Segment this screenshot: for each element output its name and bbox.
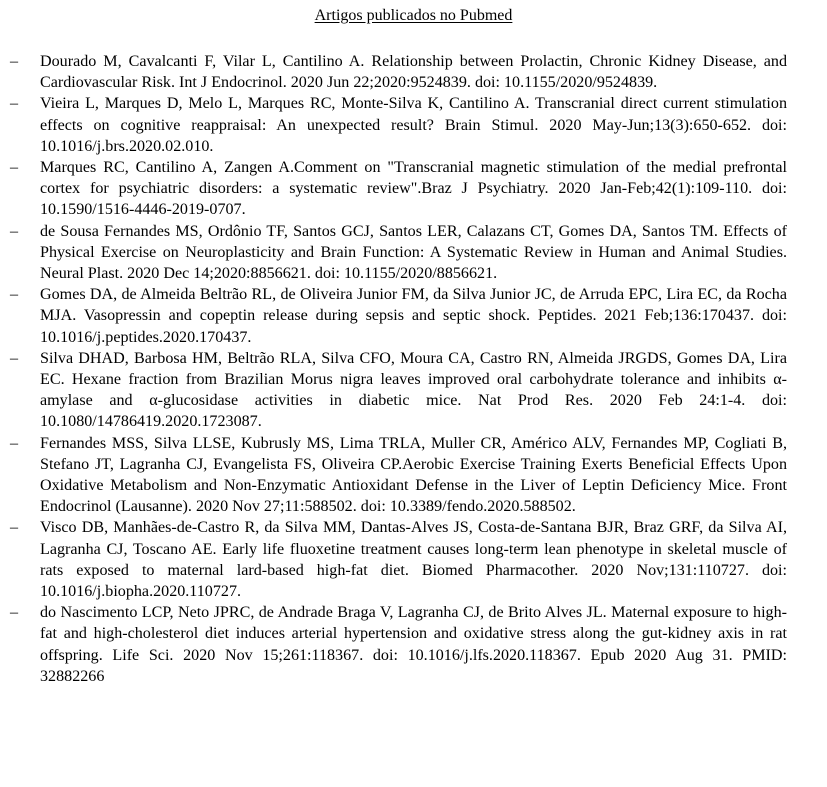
reference-item <box>0 348 827 433</box>
bullet-dash: – <box>10 519 19 537</box>
reference-text: Fernandes MSS, Silva LLSE, Kubrusly MS, Lima TRLA, Muller CR, Américo ALV, Fernandes MP, Cogliati B, Stefano JT, Lagranha CJ, Evangelista FS, Oliveira CP.Aerobic Exercise Training Exerts Beneficial Effects Upon Oxidative Metabolism and Non-Enzymatic Antioxidant Defense in the Liver of Leptin Deficiency Mice. Front Endocrinol (Lausanne). 2020 Nov 27;11:588502. doi: 10.3389/fendo.2020.588502. <box>40 434 787 516</box>
bullet-dash: – <box>10 286 19 304</box>
reference-text: Gomes DA, de Almeida Beltrão RL, de Oliveira Junior FM, da Silva Junior JC, de Arruda EPC, Lira EC, da Rocha MJA. Vasopressin and copeptin release during sepsis and septic shock. Peptides. 2021 Feb;136:170437. doi: 10.1016/j.peptides.2020.170437. <box>40 286 787 346</box>
bullet-dash: – <box>10 222 19 240</box>
reference-text: Silva DHAD, Barbosa HM, Beltrão RLA, Silva CFO, Moura CA, Castro RN, Almeida JRGDS, Gomes DA, Lira EC. Hexane fraction from Brazilian Morus nigra leaves improved oral carbohydrate tolerance and inhibits α-amylase and α-glucosidase activities in diabetic mice. Nat Prod Res. 2020 Feb 24:1-4. doi: 10.1080/14786419.2020.1723087. <box>40 349 787 431</box>
bullet-dash: – <box>10 434 19 452</box>
bullet-dash: – <box>10 159 19 177</box>
reference-item <box>0 433 827 518</box>
bullet-dash: – <box>10 95 19 113</box>
reference-text: Vieira L, Marques D, Melo L, Marques RC, Monte-Silva K, Cantilino A. Transcranial direct current stimulation effects on cognitive reappraisal: An unexpected result? Brain Stimul. 2020 May-Jun;13(3):650-652. doi: 10.1016/j.brs.2020.02.010. <box>40 95 787 155</box>
reference-text: Visco DB, Manhães-de-Castro R, da Silva MM, Dantas-Alves JS, Costa-de-Santana BJR, Braz GRF, da Silva AI, Lagranha CJ, Toscano AE. Early life fluoxetine treatment causes long-term lean phenotype in skeletal muscle of rats exposed to maternal lard-based high-fat diet. Biomed Pharmacother. 2020 Nov;131:110727. doi: 10.1016/j.biopha.2020.110727. <box>40 519 787 601</box>
bullet-dash: – <box>10 349 19 367</box>
reference-item <box>0 602 827 687</box>
document-title: Artigos publicados no Pubmed <box>314 7 513 24</box>
reference-item <box>0 51 827 93</box>
reference-text: Dourado M, Cavalcanti F, Vilar L, Cantilino A. Relationship between Prolactin, Chronic Kidney Disease, and Cardiovascular Risk. Int J Endocrinol. 2020 Jun 22;2020:9524839. doi: 10.1155/2020/9524839. <box>40 53 787 92</box>
reference-item <box>0 157 827 221</box>
bullet-dash: – <box>10 53 19 70</box>
reference-item <box>0 221 827 285</box>
reference-text: do Nascimento LCP, Neto JPRC, de Andrade Braga V, Lagranha CJ, de Brito Alves JL. Maternal exposure to high-fat and high-cholesterol diet induces arterial hypertension and oxidative stress along the gut-kidney axis in rat offspring. Life Sci. 2020 Nov 15;261:118367. doi: 10.1016/j.lfs.2020.118367. Epub 2020 Aug 31. PMID: 32882266 <box>40 604 787 685</box>
reference-text: Marques RC, Cantilino A, Zangen A.Comment on "Transcranial magnetic stimulation of the medial prefrontal cortex for psychiatric disorders: a systematic review".Braz J Psychiatry. 2020 Jan-Feb;42(1):109-110. doi: 10.1590/1516-4446-2019-0707. <box>40 159 787 219</box>
reference-list <box>0 51 827 687</box>
reference-text: de Sousa Fernandes MS, Ordônio TF, Santos GCJ, Santos LER, Calazans CT, Gomes DA, Santos TM. Effects of Physical Exercise on Neuroplasticity and Brain Function: A Systematic Review in Human and Animal Studies. Neural Plast. 2020 Dec 14;2020:8856621. doi: 10.1155/2020/8856621. <box>40 222 787 283</box>
reference-item <box>0 517 827 602</box>
bullet-dash: – <box>10 604 19 622</box>
reference-item <box>0 93 827 157</box>
reference-item <box>0 284 827 348</box>
